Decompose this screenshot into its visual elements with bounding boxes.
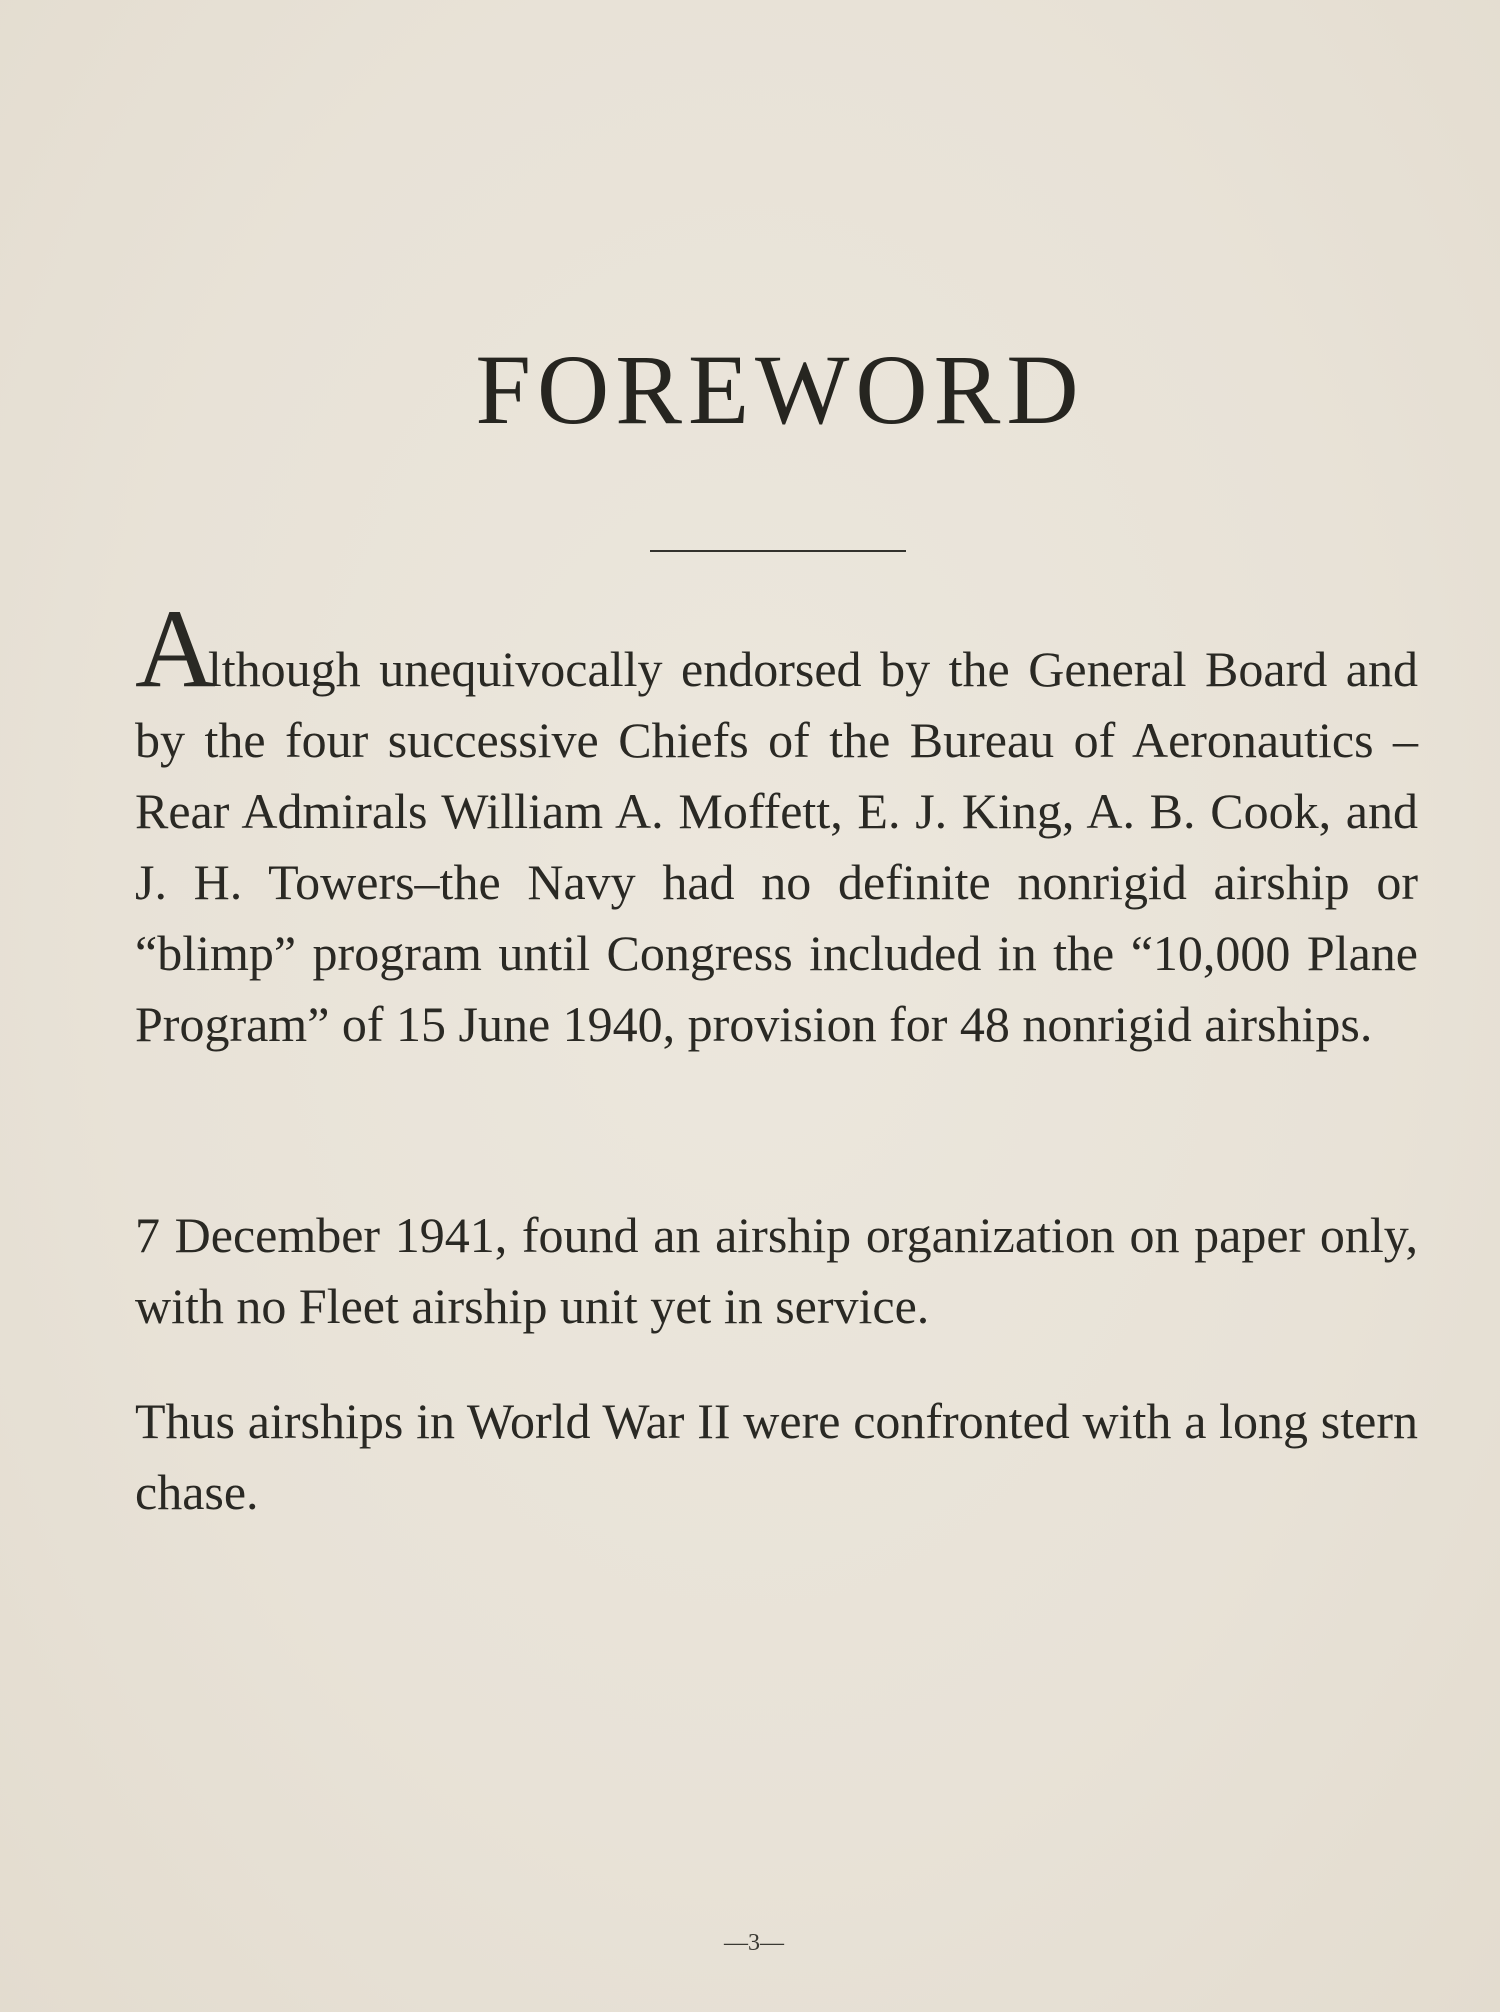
title-divider <box>650 550 906 552</box>
page-number: —3— <box>724 1930 784 1956</box>
paragraph-1 <box>135 587 1418 1060</box>
paragraph-1-text: lthough unequivocally endorsed by the General Board and by the four successive Chiefs of the Bureau of Aeronautics – Rear Admirals William A. Moffett, E. J. King, A. B. Cook, and J. H. Towers–the Navy had no definite nonrigid airship or “blimp” program until Congress included in the “10,000 Plane Program” of 15 June 1940, provision for 48 nonrigid airships. <box>135 641 1418 1052</box>
paragraph-3: Thus airships in World War II were confronted with a long stern chase. <box>135 1393 1418 1520</box>
drop-cap: A <box>135 587 208 711</box>
paragraph-2: 7 December 1941, found an airship organization on paper only, with no Fleet airship unit yet in service. <box>135 1207 1418 1334</box>
page-title: FOREWORD <box>475 334 1085 445</box>
